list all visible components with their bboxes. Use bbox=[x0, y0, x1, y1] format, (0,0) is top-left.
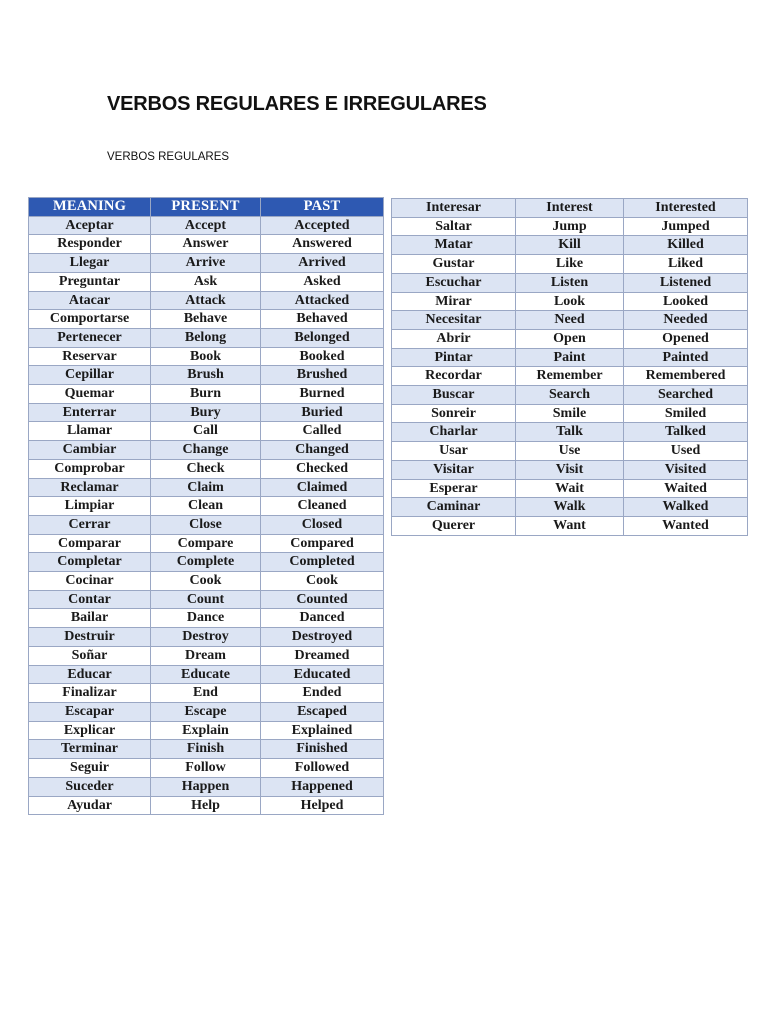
cell-present: Burn bbox=[151, 385, 261, 404]
cell-present: Brush bbox=[151, 366, 261, 385]
table-row bbox=[392, 442, 748, 461]
table-row bbox=[29, 553, 384, 572]
table-row bbox=[29, 628, 384, 647]
cell-past: Escaped bbox=[261, 702, 384, 721]
cell-past: Used bbox=[624, 442, 748, 461]
header-meaning: MEANING bbox=[29, 198, 151, 217]
table-row bbox=[29, 740, 384, 759]
cell-meaning: Abrir bbox=[392, 329, 516, 348]
cell-past: Looked bbox=[624, 292, 748, 311]
cell-meaning: Completar bbox=[29, 553, 151, 572]
document-title: VERBOS REGULARES E IRREGULARES bbox=[107, 93, 487, 115]
cell-present: Kill bbox=[516, 236, 624, 255]
cell-meaning: Buscar bbox=[392, 386, 516, 405]
regular-verbs-table-left bbox=[28, 197, 384, 815]
cell-present: Count bbox=[151, 590, 261, 609]
table-row bbox=[29, 777, 384, 796]
cell-past: Completed bbox=[261, 553, 384, 572]
cell-present: Destroy bbox=[151, 628, 261, 647]
table-row bbox=[392, 311, 748, 330]
table-row bbox=[29, 216, 384, 235]
cell-meaning: Reservar bbox=[29, 347, 151, 366]
cell-past: Claimed bbox=[261, 478, 384, 497]
table-row bbox=[29, 403, 384, 422]
cell-present: Visit bbox=[516, 460, 624, 479]
document-subtitle: VERBOS REGULARES bbox=[107, 151, 230, 163]
cell-past: Changed bbox=[261, 441, 384, 460]
cell-past: Needed bbox=[624, 311, 748, 330]
table-row bbox=[29, 534, 384, 553]
cell-past: Helped bbox=[261, 796, 384, 815]
table-row bbox=[392, 255, 748, 274]
cell-past: Painted bbox=[624, 348, 748, 367]
table-row bbox=[29, 665, 384, 684]
cell-meaning: Caminar bbox=[392, 498, 516, 517]
cell-meaning: Escuchar bbox=[392, 273, 516, 292]
cell-present: Remember bbox=[516, 367, 624, 386]
cell-meaning: Reclamar bbox=[29, 478, 151, 497]
cell-meaning: Llamar bbox=[29, 422, 151, 441]
table-row bbox=[29, 478, 384, 497]
cell-meaning: Interesar bbox=[392, 199, 516, 218]
table-header-row bbox=[29, 198, 384, 217]
table-row bbox=[29, 759, 384, 778]
table-row bbox=[392, 236, 748, 255]
cell-past: Explained bbox=[261, 721, 384, 740]
cell-meaning: Llegar bbox=[29, 254, 151, 273]
table-row bbox=[392, 479, 748, 498]
cell-meaning: Visitar bbox=[392, 460, 516, 479]
table-row bbox=[29, 796, 384, 815]
cell-meaning: Mirar bbox=[392, 292, 516, 311]
cell-past: Danced bbox=[261, 609, 384, 628]
cell-past: Listened bbox=[624, 273, 748, 292]
cell-meaning: Cepillar bbox=[29, 366, 151, 385]
cell-meaning: Necesitar bbox=[392, 311, 516, 330]
cell-present: Call bbox=[151, 422, 261, 441]
cell-present: Open bbox=[516, 329, 624, 348]
cell-present: Look bbox=[516, 292, 624, 311]
cell-meaning: Comprobar bbox=[29, 459, 151, 478]
cell-meaning: Matar bbox=[392, 236, 516, 255]
cell-past: Compared bbox=[261, 534, 384, 553]
table-row bbox=[392, 367, 748, 386]
cell-present: Behave bbox=[151, 310, 261, 329]
cell-present: Belong bbox=[151, 328, 261, 347]
table-row bbox=[392, 386, 748, 405]
cell-past: Smiled bbox=[624, 404, 748, 423]
cell-past: Remembered bbox=[624, 367, 748, 386]
table-row bbox=[29, 235, 384, 254]
table-row bbox=[29, 702, 384, 721]
cell-meaning: Enterrar bbox=[29, 403, 151, 422]
table-row bbox=[29, 515, 384, 534]
cell-past: Talked bbox=[624, 423, 748, 442]
cell-present: Dream bbox=[151, 646, 261, 665]
cell-present: Talk bbox=[516, 423, 624, 442]
cell-past: Happened bbox=[261, 777, 384, 796]
cell-meaning: Bailar bbox=[29, 609, 151, 628]
cell-meaning: Saltar bbox=[392, 217, 516, 236]
table-row bbox=[29, 590, 384, 609]
cell-past: Destroyed bbox=[261, 628, 384, 647]
cell-present: Cook bbox=[151, 572, 261, 591]
cell-meaning: Finalizar bbox=[29, 684, 151, 703]
cell-past: Counted bbox=[261, 590, 384, 609]
cell-present: Follow bbox=[151, 759, 261, 778]
cell-present: Wait bbox=[516, 479, 624, 498]
cell-past: Cook bbox=[261, 572, 384, 591]
cell-past: Closed bbox=[261, 515, 384, 534]
table-row bbox=[29, 328, 384, 347]
cell-present: Jump bbox=[516, 217, 624, 236]
cell-meaning: Charlar bbox=[392, 423, 516, 442]
table-row bbox=[29, 422, 384, 441]
cell-present: Walk bbox=[516, 498, 624, 517]
cell-meaning: Quemar bbox=[29, 385, 151, 404]
table-row bbox=[392, 292, 748, 311]
cell-meaning: Pintar bbox=[392, 348, 516, 367]
cell-present: Escape bbox=[151, 702, 261, 721]
cell-present: Dance bbox=[151, 609, 261, 628]
table-row bbox=[392, 199, 748, 218]
cell-past: Liked bbox=[624, 255, 748, 274]
cell-past: Checked bbox=[261, 459, 384, 478]
cell-past: Finished bbox=[261, 740, 384, 759]
cell-present: Like bbox=[516, 255, 624, 274]
cell-present: Need bbox=[516, 311, 624, 330]
cell-past: Visited bbox=[624, 460, 748, 479]
header-present: PRESENT bbox=[151, 198, 261, 217]
cell-present: Want bbox=[516, 516, 624, 535]
cell-present: Book bbox=[151, 347, 261, 366]
table-row bbox=[392, 329, 748, 348]
table-row bbox=[392, 348, 748, 367]
table-row bbox=[29, 609, 384, 628]
cell-meaning: Responder bbox=[29, 235, 151, 254]
cell-present: Happen bbox=[151, 777, 261, 796]
cell-meaning: Explicar bbox=[29, 721, 151, 740]
cell-meaning: Seguir bbox=[29, 759, 151, 778]
cell-past: Attacked bbox=[261, 291, 384, 310]
cell-past: Ended bbox=[261, 684, 384, 703]
cell-present: Paint bbox=[516, 348, 624, 367]
cell-meaning: Terminar bbox=[29, 740, 151, 759]
cell-meaning: Cocinar bbox=[29, 572, 151, 591]
table-row bbox=[392, 460, 748, 479]
cell-meaning: Educar bbox=[29, 665, 151, 684]
table-row bbox=[392, 516, 748, 535]
cell-past: Asked bbox=[261, 272, 384, 291]
table-row bbox=[29, 684, 384, 703]
cell-meaning: Comportarse bbox=[29, 310, 151, 329]
cell-past: Waited bbox=[624, 479, 748, 498]
cell-past: Jumped bbox=[624, 217, 748, 236]
cell-present: Change bbox=[151, 441, 261, 460]
cell-present: Use bbox=[516, 442, 624, 461]
cell-present: Check bbox=[151, 459, 261, 478]
cell-past: Followed bbox=[261, 759, 384, 778]
cell-present: Arrive bbox=[151, 254, 261, 273]
table-row bbox=[29, 254, 384, 273]
cell-meaning: Destruir bbox=[29, 628, 151, 647]
cell-meaning: Atacar bbox=[29, 291, 151, 310]
cell-meaning: Aceptar bbox=[29, 216, 151, 235]
cell-meaning: Recordar bbox=[392, 367, 516, 386]
cell-past: Dreamed bbox=[261, 646, 384, 665]
cell-meaning: Limpiar bbox=[29, 497, 151, 516]
cell-past: Accepted bbox=[261, 216, 384, 235]
cell-meaning: Contar bbox=[29, 590, 151, 609]
cell-meaning: Sonreir bbox=[392, 404, 516, 423]
table-row bbox=[29, 441, 384, 460]
cell-meaning: Suceder bbox=[29, 777, 151, 796]
cell-past: Interested bbox=[624, 199, 748, 218]
regular-verbs-table-right bbox=[391, 198, 748, 536]
table-row bbox=[29, 385, 384, 404]
cell-past: Opened bbox=[624, 329, 748, 348]
table-row bbox=[392, 217, 748, 236]
cell-past: Killed bbox=[624, 236, 748, 255]
cell-present: Interest bbox=[516, 199, 624, 218]
table-row bbox=[29, 366, 384, 385]
cell-past: Burned bbox=[261, 385, 384, 404]
cell-present: Explain bbox=[151, 721, 261, 740]
cell-meaning: Preguntar bbox=[29, 272, 151, 291]
table-row bbox=[29, 291, 384, 310]
cell-meaning: Comparar bbox=[29, 534, 151, 553]
cell-past: Arrived bbox=[261, 254, 384, 273]
table-row bbox=[392, 423, 748, 442]
table-row bbox=[392, 273, 748, 292]
cell-present: Help bbox=[151, 796, 261, 815]
cell-past: Answered bbox=[261, 235, 384, 254]
table-row bbox=[29, 347, 384, 366]
cell-present: Attack bbox=[151, 291, 261, 310]
cell-present: Compare bbox=[151, 534, 261, 553]
table-row bbox=[29, 272, 384, 291]
table-row bbox=[392, 498, 748, 517]
cell-present: Search bbox=[516, 386, 624, 405]
header-past: PAST bbox=[261, 198, 384, 217]
cell-meaning: Usar bbox=[392, 442, 516, 461]
table-row bbox=[392, 404, 748, 423]
cell-meaning: Querer bbox=[392, 516, 516, 535]
cell-past: Belonged bbox=[261, 328, 384, 347]
cell-present: Clean bbox=[151, 497, 261, 516]
table-row bbox=[29, 459, 384, 478]
cell-meaning: Gustar bbox=[392, 255, 516, 274]
cell-meaning: Ayudar bbox=[29, 796, 151, 815]
cell-past: Booked bbox=[261, 347, 384, 366]
cell-meaning: Cambiar bbox=[29, 441, 151, 460]
cell-present: Ask bbox=[151, 272, 261, 291]
cell-past: Cleaned bbox=[261, 497, 384, 516]
cell-present: Bury bbox=[151, 403, 261, 422]
cell-past: Brushed bbox=[261, 366, 384, 385]
cell-present: Accept bbox=[151, 216, 261, 235]
cell-present: Claim bbox=[151, 478, 261, 497]
table-row bbox=[29, 572, 384, 591]
table-row bbox=[29, 497, 384, 516]
table-row bbox=[29, 310, 384, 329]
cell-meaning: Cerrar bbox=[29, 515, 151, 534]
cell-present: Educate bbox=[151, 665, 261, 684]
cell-past: Walked bbox=[624, 498, 748, 517]
cell-meaning: Esperar bbox=[392, 479, 516, 498]
cell-present: Listen bbox=[516, 273, 624, 292]
table-row bbox=[29, 721, 384, 740]
cell-past: Searched bbox=[624, 386, 748, 405]
cell-present: Complete bbox=[151, 553, 261, 572]
cell-present: Smile bbox=[516, 404, 624, 423]
cell-present: Answer bbox=[151, 235, 261, 254]
cell-present: End bbox=[151, 684, 261, 703]
cell-meaning: Pertenecer bbox=[29, 328, 151, 347]
cell-present: Close bbox=[151, 515, 261, 534]
cell-past: Called bbox=[261, 422, 384, 441]
cell-meaning: Soñar bbox=[29, 646, 151, 665]
cell-past: Wanted bbox=[624, 516, 748, 535]
cell-meaning: Escapar bbox=[29, 702, 151, 721]
cell-present: Finish bbox=[151, 740, 261, 759]
cell-past: Buried bbox=[261, 403, 384, 422]
table-row bbox=[29, 646, 384, 665]
cell-past: Behaved bbox=[261, 310, 384, 329]
cell-past: Educated bbox=[261, 665, 384, 684]
